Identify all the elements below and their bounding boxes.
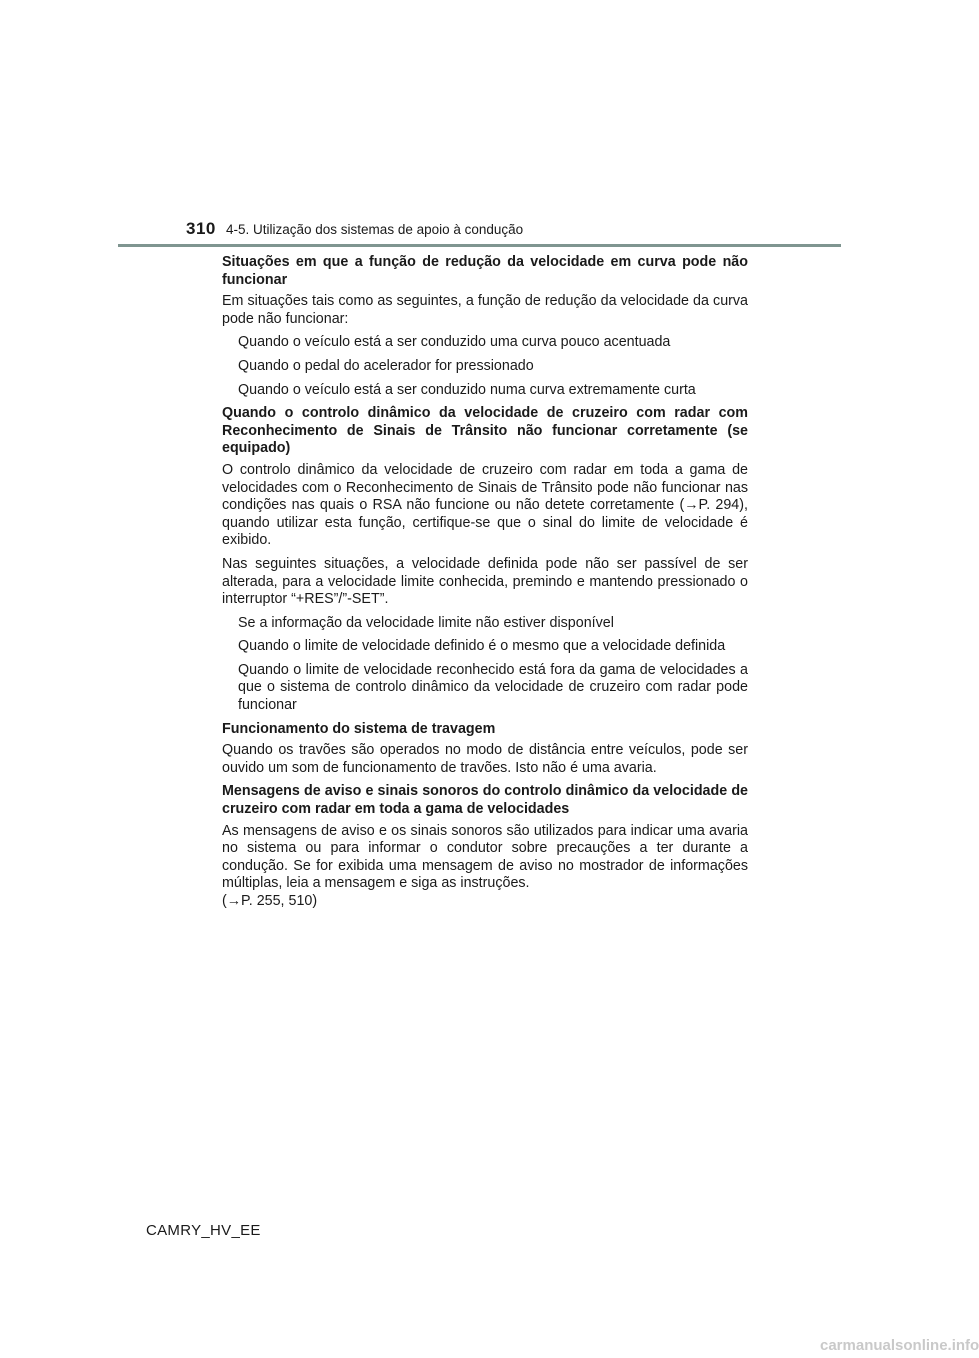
paragraph: O controlo dinâmico da velocidade de cruzeiro com radar em toda a gama de velocidades com o Reconhecimento de Sinais de Trânsito pode não funcionar nas condições nas quais o RSA não funcione ou não detete corretamente (→P. 294), quando utilizar esta função, certifique-se que o sinal do limite de velocidade é exibido. xyxy=(222,461,748,549)
page-content xyxy=(222,254,748,911)
page-number: 310 xyxy=(186,219,216,238)
heading-traffic-sign-recognition: Quando o controlo dinâmico da velocidade de cruzeiro com radar com Reconhecimento de Sinais de Trânsito não funcionar corretamente (se equipado) xyxy=(222,405,748,457)
list-item: Quando o limite de velocidade definido é o mesmo que a velocidade definida xyxy=(238,638,726,655)
list-item: Quando o veículo está a ser conduzido uma curva pouco acentuada xyxy=(238,334,671,351)
list-item: Quando o limite de velocidade reconhecido está fora da gama de velocidades a que o sistema de controlo dinâmico da velocidade de cruzeiro com radar pode funcionar xyxy=(238,661,748,714)
list-item: Se a informação da velocidade limite não estiver disponível xyxy=(238,614,614,631)
heading-braking-system: Funcionamento do sistema de travagem xyxy=(222,720,496,737)
watermark: carmanualsonline.info xyxy=(820,1337,979,1354)
paragraph: Nas seguintes situações, a velocidade definida pode não ser passível de ser alterada, para a velocidade limite conhecida, premindo e mantendo pressionado o interruptor “+RES”/”-SET”. xyxy=(222,555,748,608)
page-reference: (→P. 255, 510) xyxy=(222,893,318,909)
heading-warning-messages: Mensagens de aviso e sinais sonoros do controlo dinâmico da velocidade de cruzeiro com radar em toda a gama de velocidades xyxy=(222,783,748,818)
list-item: Quando o veículo está a ser conduzido numa curva extremamente curta xyxy=(238,381,696,398)
paragraph: Em situações tais como as seguintes, a função de redução da velocidade da curva pode não funcionar: xyxy=(222,293,748,327)
header-rule xyxy=(118,244,841,247)
heading-curve-speed-reduction: Situações em que a função de redução da velocidade em curva pode não funcionar xyxy=(222,254,748,288)
list-item: Quando o pedal do acelerador for pressionado xyxy=(238,357,534,374)
paragraph: Quando os travões são operados no modo de distância entre veículos, pode ser ouvido um som de funcionamento de travões. Isto não é uma avaria. xyxy=(222,742,748,776)
footer-code: CAMRY_HV_EE xyxy=(146,1222,261,1239)
paragraph xyxy=(222,823,748,911)
paragraph-text: As mensagens de aviso e os sinais sonoros são utilizados para indicar uma avaria no sistema ou para informar o condutor sobre precauções a ter durante a condução. Se for exibida uma mensagem de aviso no mostrador de informações múltiplas, leia a mensagem e siga as instruções. xyxy=(222,822,748,892)
section-title: 4-5. Utilização dos sistemas de apoio à condução xyxy=(226,222,524,237)
